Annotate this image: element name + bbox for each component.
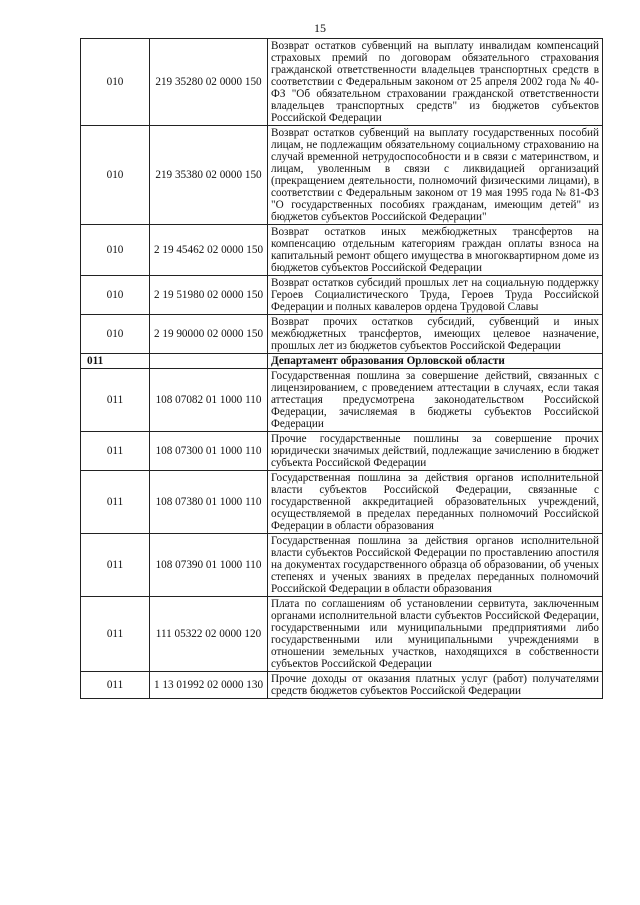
description-cell: Возврат остатков иных межбюджетных трансфертов на компенсацию отдельным категориям граждан оплаты взноса на капитальный ремонт общего имущества в многоквартирном доме из бюджетов субъектов Российской Федерации — [268, 225, 603, 276]
table-row — [81, 471, 603, 534]
admin-code-cell: 010 — [81, 315, 150, 354]
table-row — [81, 534, 603, 597]
admin-code-cell: 011 — [81, 534, 150, 597]
table-row — [81, 369, 603, 432]
table-row — [81, 597, 603, 672]
table-row — [81, 276, 603, 315]
budget-code-cell: 2 19 90000 02 0000 150 — [150, 315, 268, 354]
budget-code-cell: 2 19 45462 02 0000 150 — [150, 225, 268, 276]
description-cell: Государственная пошлина за действия органов исполнительной власти субъектов Российской Федерации по проставлению апостиля на документах государственного образца об образовании, об ученых степенях и ученых званиях в пределах переданных полномочий Российской Федерации в области образования — [268, 534, 603, 597]
description-cell: Прочие доходы от оказания платных услуг (работ) получателями средств бюджетов субъектов Российской Федерации — [268, 672, 603, 699]
table-row — [81, 432, 603, 471]
admin-code-cell: 011 — [81, 354, 150, 369]
budget-code-cell: 219 35280 02 0000 150 — [150, 39, 268, 126]
admin-code-cell: 011 — [81, 432, 150, 471]
budget-code-cell — [150, 354, 268, 369]
budget-code-cell: 111 05322 02 0000 120 — [150, 597, 268, 672]
table-row — [81, 39, 603, 126]
budget-code-cell: 108 07380 01 1000 110 — [150, 471, 268, 534]
table-row — [81, 315, 603, 354]
section-header-row — [81, 354, 603, 369]
table-row — [81, 126, 603, 225]
table-row — [81, 672, 603, 699]
admin-code-cell: 010 — [81, 39, 150, 126]
budget-code-cell: 108 07082 01 1000 110 — [150, 369, 268, 432]
admin-code-cell: 011 — [81, 369, 150, 432]
admin-code-cell: 011 — [81, 471, 150, 534]
budget-code-cell: 108 07300 01 1000 110 — [150, 432, 268, 471]
description-cell: Прочие государственные пошлины за совершение прочих юридически значимых действий, подлежащие зачислению в бюджет субъекта Российской Федерации — [268, 432, 603, 471]
section-title-cell: Департамент образования Орловской области — [268, 354, 603, 369]
description-cell: Государственная пошлина за действия органов исполнительной власти субъектов Российской Федерации, связанные с государственной аккредитацией образовательных учреждений, осуществляемой в пределах переданных полномочий Российской Федерации в области образования — [268, 471, 603, 534]
description-cell: Плата по соглашениям об установлении сервитута, заключенным органами исполнительной власти субъектов Российской Федерации, государственными или муниципальными предприятиями либо государственными или муниципальными учреждениями в отношении земельных участков, находящихся в собственности субъектов Российской Федерации — [268, 597, 603, 672]
table-row — [81, 225, 603, 276]
admin-code-cell: 011 — [81, 597, 150, 672]
budget-code-cell: 2 19 51980 02 0000 150 — [150, 276, 268, 315]
admin-code-cell: 010 — [81, 276, 150, 315]
description-cell: Возврат прочих остатков субсидий, субвенций и иных межбюджетных трансфертов, имеющих целевое назначение, прошлых лет из бюджетов субъектов Российской Федерации — [268, 315, 603, 354]
description-cell: Возврат остатков субсидий прошлых лет на социальную поддержку Героев Социалистического Труда, Героев Труда Российской Федерации и полных кавалеров ордена Трудовой Славы — [268, 276, 603, 315]
budget-code-cell: 219 35380 02 0000 150 — [150, 126, 268, 225]
budget-classification-table — [80, 38, 603, 699]
description-cell: Возврат остатков субвенций на выплату инвалидам компенсаций страховых премий по договорам обязательного страхования гражданской ответственности владельцев транспортных средств в соответствии с Федеральным законом от 25 апреля 2002 года № 40-ФЗ "Об обязательном страховании гражданской ответственности владельцев транспортных средств" из бюджетов субъектов Российской Федерации — [268, 39, 603, 126]
admin-code-cell: 010 — [81, 126, 150, 225]
budget-code-cell: 1 13 01992 02 0000 130 — [150, 672, 268, 699]
admin-code-cell: 010 — [81, 225, 150, 276]
page-number: 15 — [314, 21, 326, 35]
admin-code-cell: 011 — [81, 672, 150, 699]
description-cell: Государственная пошлина за совершение действий, связанных с лицензированием, с проведением аттестации в случаях, если такая аттестация предусмотрена законодательством Российской Федерации, зачисляемая в бюджеты субъектов Российской Федерации — [268, 369, 603, 432]
description-cell: Возврат остатков субвенций на выплату государственных пособий лицам, не подлежащим обязательному социальному страхованию на случай временной нетрудоспособности и в связи с материнством, и лицам, уволенным в связи с ликвидацией организаций (прекращением деятельности, полномочий физическими лицами), в соответствии с Федеральным законом от 19 мая 1995 года № 81-ФЗ "О государственных пособиях гражданам, имеющим детей" из бюджетов субъектов Российской Федерации" — [268, 126, 603, 225]
budget-code-cell: 108 07390 01 1000 110 — [150, 534, 268, 597]
